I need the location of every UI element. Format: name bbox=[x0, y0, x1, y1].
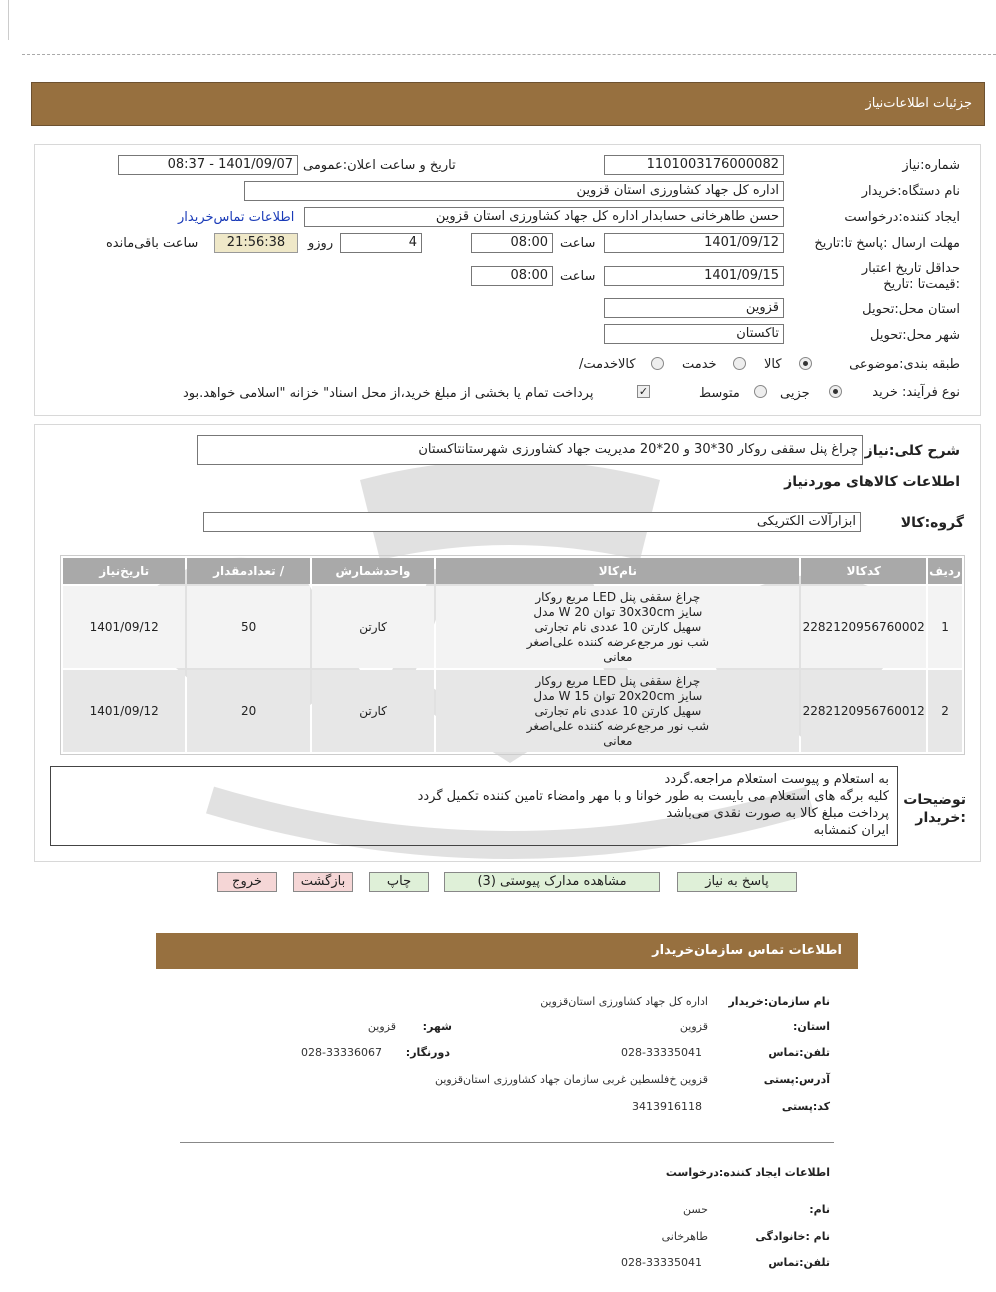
category-goods-label: کالا bbox=[764, 357, 782, 372]
province-label: استان محل:تحویل bbox=[862, 302, 960, 317]
goods-table bbox=[61, 556, 964, 754]
cell-name-text: چراغ سقفی پنل LED مربع روکار سایز 20x20cm توان 15 W مدل سهیل کارتن 10 عددی نام تجارتی شب نور مرجع‌عرضه کننده علی‌اصغر معانی bbox=[526, 673, 709, 748]
creator-first: حسن bbox=[683, 1203, 708, 1216]
deadline-time-field: 08:00 bbox=[471, 233, 553, 253]
summary-label: شرح کلی:نیاز bbox=[864, 443, 960, 459]
contact-fax-label: :دورنگار bbox=[405, 1046, 450, 1059]
category-both-radio[interactable] bbox=[651, 357, 664, 370]
deadline-date-field: 1401/09/12 bbox=[604, 233, 784, 253]
contact-org-label: نام سازمان:خریدار bbox=[728, 995, 830, 1008]
reply-button[interactable]: پاسخ به نیاز bbox=[677, 872, 797, 892]
table-row bbox=[63, 586, 962, 668]
city-label: شهر محل:تحویل bbox=[870, 328, 960, 343]
contact-address-label: آدرس:پستی bbox=[763, 1073, 830, 1086]
note-line: به استعلام و پیوست استعلام مراجعه.گردد bbox=[664, 772, 889, 787]
col-name: نام‌کالا bbox=[436, 558, 799, 584]
notes-box bbox=[50, 766, 898, 846]
attachments-button[interactable]: مشاهده مدارک پیوستی (3) bbox=[444, 872, 660, 892]
announce-label: تاریخ و ساعت اعلان:عمومی bbox=[303, 158, 456, 173]
creator-phone: 028-33335041 bbox=[621, 1256, 702, 1269]
buyer-contact-link[interactable]: اطلاعات تماس‌خریدار bbox=[178, 210, 295, 225]
creator-first-label: :نام bbox=[809, 1203, 830, 1216]
category-both-label: /کالاخدمت bbox=[579, 357, 636, 372]
process-medium-radio[interactable] bbox=[754, 385, 767, 398]
cell-name bbox=[436, 586, 799, 668]
cell-unit: کارتن bbox=[312, 586, 434, 668]
buyer-org-field: اداره کل جهاد کشاورزی استان قزوین bbox=[244, 181, 784, 201]
need-number-label: شماره:نیاز bbox=[902, 158, 960, 173]
deadline-label: مهلت ارسال :پاسخ تا:تاریخ bbox=[814, 236, 960, 251]
cell-date: 1401/09/12 bbox=[63, 670, 185, 752]
creator-label: ایجاد کننده:درخواست bbox=[844, 210, 960, 225]
print-button[interactable]: چاپ bbox=[369, 872, 429, 892]
contact-header-bar bbox=[156, 933, 858, 969]
contact-phone: 028-33335041 bbox=[621, 1046, 702, 1059]
process-medium-label: متوسط bbox=[699, 386, 740, 401]
province-field: قزوین bbox=[604, 298, 784, 318]
category-goods-radio[interactable] bbox=[799, 357, 812, 370]
notes-label: توضیحات :خریدار bbox=[903, 792, 966, 826]
note-line: کلیه برگه های استعلام می بایست به طور خوانا و با مهر وامضاء تامین کننده تکمیل گردد bbox=[417, 789, 889, 804]
cell-code: 2282120956760002 bbox=[801, 586, 926, 668]
col-row: ردیف bbox=[928, 558, 962, 584]
cell-row: 2 bbox=[928, 670, 962, 752]
cell-qty: 50 bbox=[187, 586, 309, 668]
need-number-field: 1101003176000082 bbox=[604, 155, 784, 175]
remaining-label: ساعت باقی‌مانده bbox=[106, 236, 199, 251]
cell-name bbox=[436, 670, 799, 752]
category-service-label: خدمت bbox=[682, 357, 717, 372]
process-minor-label: جزیی bbox=[780, 386, 810, 401]
cell-qty: 20 bbox=[187, 670, 309, 752]
col-code: کدکالا bbox=[801, 558, 926, 584]
creator-field: حسن طاهرخانی حسابدار اداره کل جهاد کشاورزی استان قزوین bbox=[304, 207, 784, 227]
left-border-line bbox=[8, 0, 9, 40]
validity-label: حداقل تاریخ اعتبار :قیمت‌تا :تاریخ bbox=[861, 261, 960, 292]
buyer-org-label: نام دستگاه:خریدار bbox=[861, 184, 960, 199]
contact-province-label: :استان bbox=[792, 1020, 830, 1033]
cell-date: 1401/09/12 bbox=[63, 586, 185, 668]
days-label: روزو bbox=[308, 236, 334, 251]
deadline-time-label: ساعت bbox=[560, 236, 596, 251]
note-line: ایران کنمشابه bbox=[813, 823, 889, 838]
announce-field: 1401/09/07 - 08:37 bbox=[118, 155, 298, 175]
contact-address: قزوین خ‌فلسطین غربی سازمان جهاد کشاورزی استان‌قزوین bbox=[434, 1073, 708, 1086]
days-field: 4 bbox=[340, 233, 422, 253]
contact-org: اداره کل جهاد کشاورزی استان‌قزوین bbox=[540, 995, 708, 1008]
creator-info-title: اطلاعات ایجاد کننده:درخواست bbox=[665, 1166, 830, 1179]
goods-info-title: اطلاعات کالاهای موردنیاز bbox=[784, 474, 960, 490]
validity-time-field: 08:00 bbox=[471, 266, 553, 286]
contact-province: قزوین bbox=[679, 1020, 708, 1033]
exit-button[interactable]: خروج bbox=[217, 872, 277, 892]
payment-checkbox[interactable]: ✓ bbox=[638, 385, 649, 398]
contact-divider bbox=[180, 1142, 834, 1143]
creator-last-label: نام :خانوادگی bbox=[755, 1230, 830, 1243]
summary-field: چراغ پنل سقفی روکار 30*30 و 20*20 مدیریت جهاد کشاورزی شهرستانتاکستان bbox=[197, 435, 863, 465]
contact-city: قزوین bbox=[367, 1020, 396, 1033]
category-service-radio[interactable] bbox=[733, 357, 746, 370]
contact-postal: 3413916118 bbox=[632, 1100, 702, 1113]
top-divider bbox=[22, 54, 996, 55]
creator-last: طاهرخانی bbox=[661, 1230, 708, 1243]
creator-phone-label: تلفن:تماس bbox=[768, 1256, 830, 1269]
page-header-bar bbox=[31, 82, 985, 126]
col-unit: واحدشمارش bbox=[312, 558, 434, 584]
col-qty: / تعدادمقدار bbox=[187, 558, 309, 584]
remaining-time-badge: 21:56:38 bbox=[214, 233, 298, 253]
col-date: تاریخ‌نیاز bbox=[63, 558, 185, 584]
cell-name-text: چراغ سقفی پنل LED مربع روکار سایز 30x30cm توان 20 W مدل سهیل کارتن 10 عددی نام تجارتی شب نور مرجع‌عرضه کننده علی‌اصغر معانی bbox=[526, 589, 709, 664]
table-row bbox=[63, 670, 962, 752]
city-field: تاکستان bbox=[604, 324, 784, 344]
contact-fax: 028-33336067 bbox=[301, 1046, 382, 1059]
goods-table-wrapper bbox=[60, 555, 965, 755]
cell-unit: کارتن bbox=[312, 670, 434, 752]
cell-row: 1 bbox=[928, 586, 962, 668]
contact-city-label: :شهر bbox=[422, 1020, 452, 1033]
contact-postal-label: کد:پستی bbox=[781, 1100, 830, 1113]
note-line: پرداخت مبلغ کالا به صورت نقدی می‌باشد bbox=[666, 806, 889, 821]
validity-date-field: 1401/09/15 bbox=[604, 266, 784, 286]
cell-code: 2282120956760012 bbox=[801, 670, 926, 752]
contact-phone-label: تلفن:تماس bbox=[768, 1046, 830, 1059]
breadcrumb: جزئیات اطلاعات‌نیاز bbox=[865, 96, 972, 111]
process-minor-radio[interactable] bbox=[829, 385, 842, 398]
validity-time-label: ساعت bbox=[560, 269, 596, 284]
contact-title: اطلاعات تماس سازمان‌خریدار bbox=[652, 943, 842, 958]
category-label: طبقه بندی:موضوعی bbox=[849, 357, 960, 372]
payment-note: پرداخت تمام یا بخشی از مبلغ خرید،از محل اسناد" خزانه "اسلامی خواهد.بود bbox=[183, 386, 594, 401]
back-button[interactable]: بازگشت bbox=[293, 872, 353, 892]
group-label: گروه:کالا bbox=[900, 515, 964, 531]
table-header-row bbox=[63, 558, 962, 584]
group-field: ابزارآلات الکتریکی bbox=[203, 512, 861, 532]
process-label: نوع فرآیند: خرید bbox=[872, 385, 960, 400]
